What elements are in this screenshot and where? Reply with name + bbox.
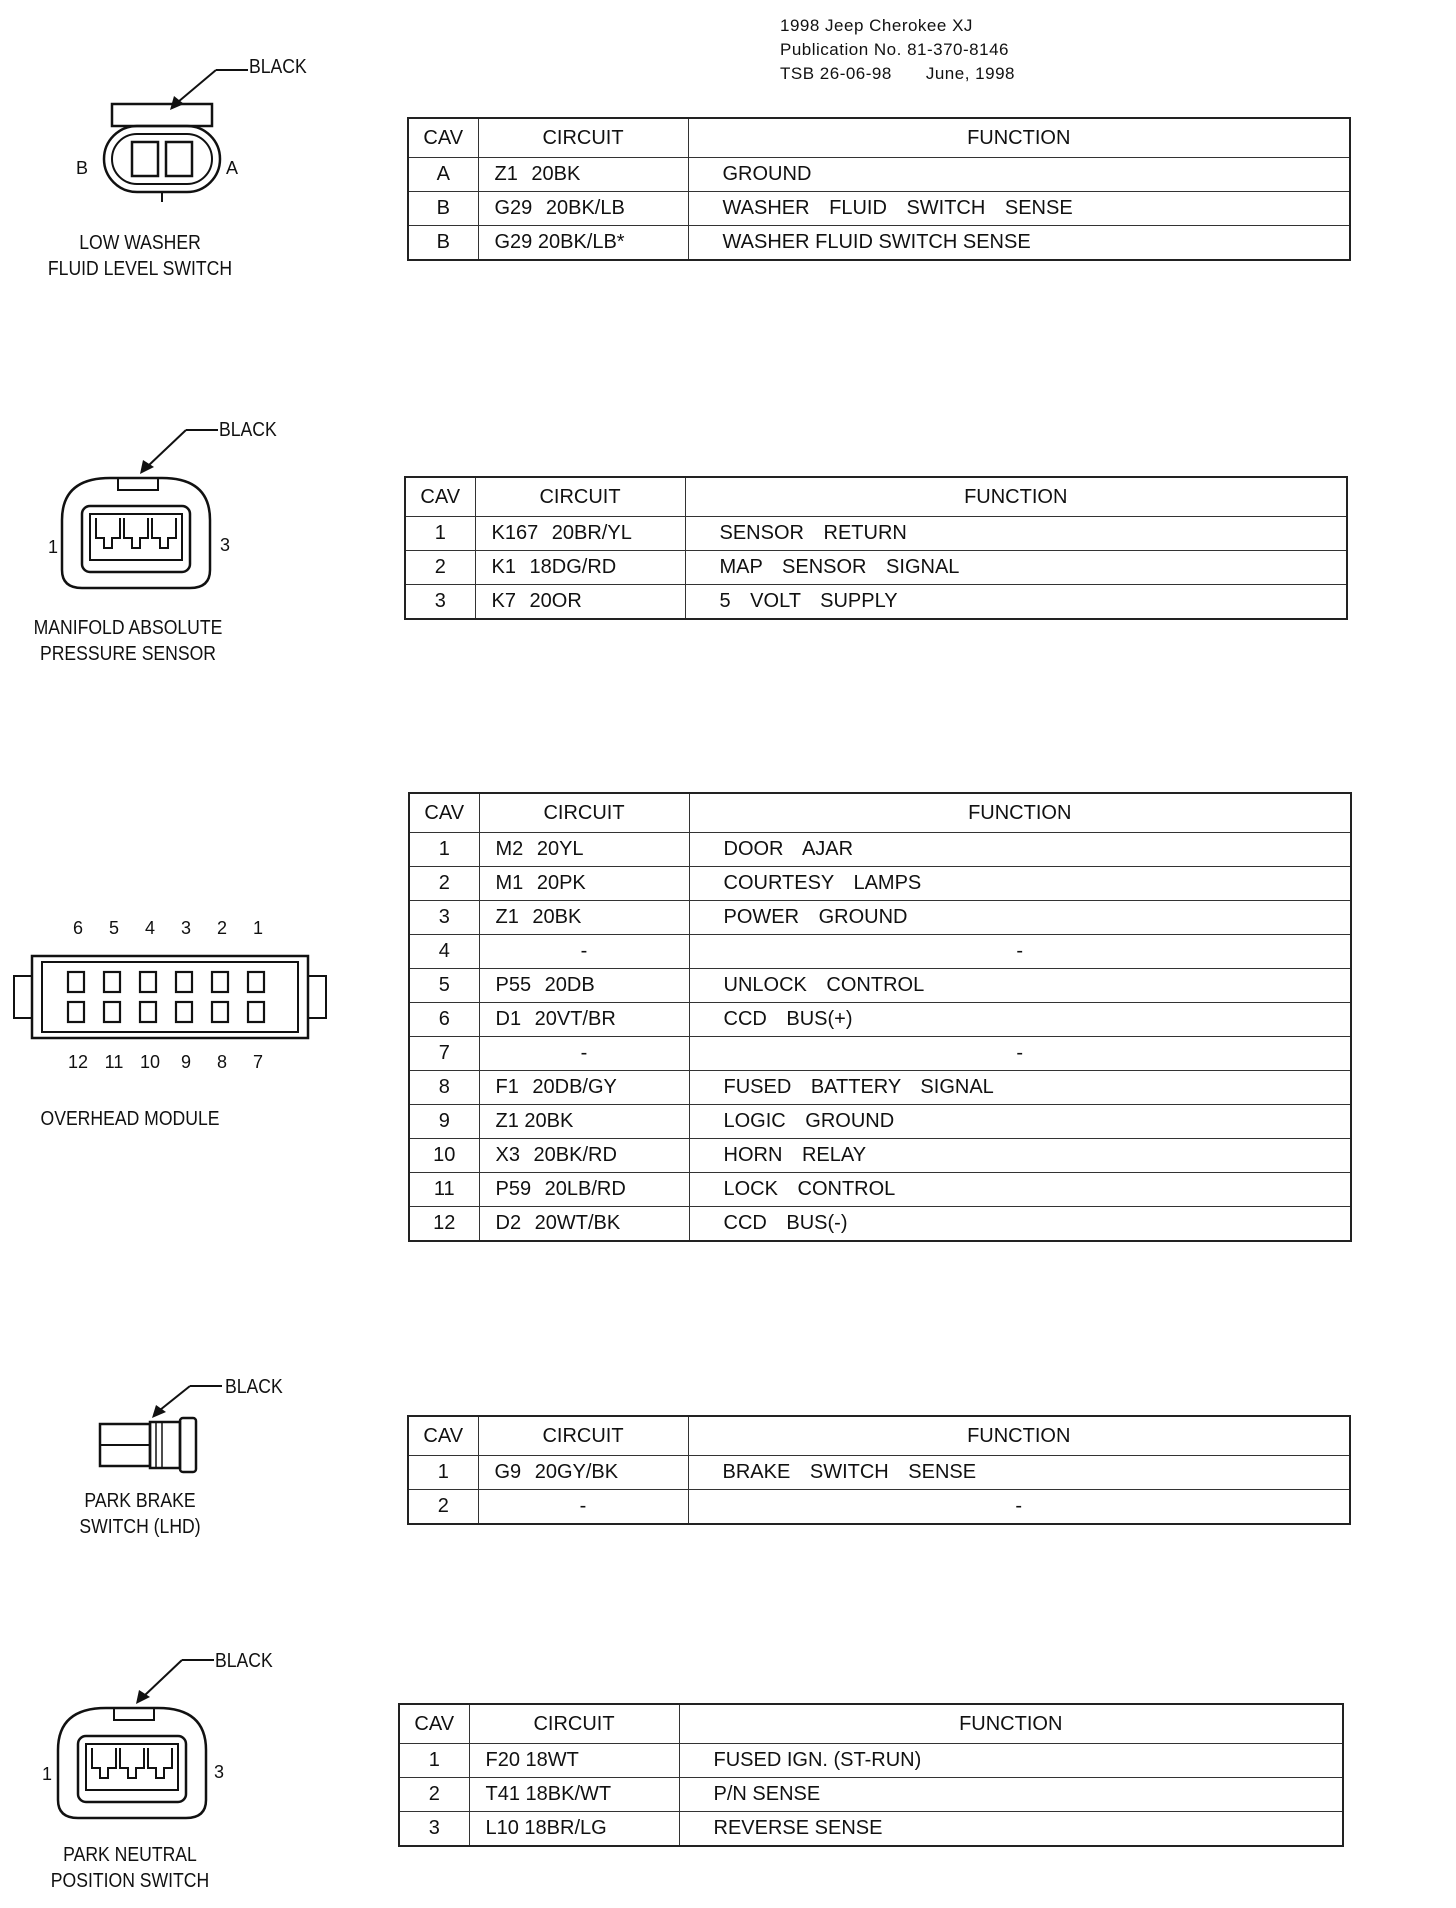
col-function: FUNCTION	[688, 1416, 1350, 1456]
cell-cav: 2	[405, 551, 475, 585]
cell-circuit: K167 20BR/YL	[475, 517, 685, 551]
cell-circuit: T41 18BK/WT	[469, 1778, 679, 1812]
park-brake-connector-drawing	[94, 1378, 234, 1478]
connector-name	[34, 230, 245, 282]
cell-circuit: F20 18WT	[469, 1744, 679, 1778]
document-header	[780, 14, 1015, 86]
cell-cav: 9	[409, 1105, 479, 1139]
table-row	[409, 1003, 1351, 1037]
col-cav: CAV	[409, 793, 479, 833]
col-function: FUNCTION	[689, 793, 1351, 833]
header-tsb: TSB 26-06-98	[780, 64, 892, 83]
table-row	[408, 1456, 1350, 1490]
table-row	[408, 158, 1350, 192]
cell-function: -	[689, 935, 1351, 969]
connector-name-line1: LOW WASHER	[79, 232, 201, 254]
pin-number: 9	[180, 1052, 191, 1072]
pin-numbers-bottom	[60, 1052, 276, 1073]
connector-icon	[70, 60, 250, 210]
overhead-module-connector-drawing	[10, 948, 330, 1044]
cell-cav: B	[408, 226, 478, 261]
pinout-table	[407, 117, 1351, 261]
connector-name	[34, 1488, 245, 1540]
cell-function: CCD BUS(-)	[689, 1207, 1351, 1242]
col-function: FUNCTION	[685, 477, 1347, 517]
table-row	[409, 1207, 1351, 1242]
cell-function: MAP SENSOR SIGNAL	[685, 551, 1347, 585]
table-header-row	[408, 118, 1350, 158]
pin-label-right: A	[226, 158, 239, 178]
table-row	[399, 1744, 1343, 1778]
pin-label-left: B	[76, 158, 89, 178]
cell-circuit: P55 20DB	[479, 969, 689, 1003]
pin-number: 12	[67, 1052, 89, 1072]
col-circuit: CIRCUIT	[478, 1416, 688, 1456]
pin-number: 11	[104, 1052, 124, 1072]
cell-circuit: K1 18DG/RD	[475, 551, 685, 585]
cell-function: FUSED IGN. (ST-RUN)	[679, 1744, 1343, 1778]
table-header-row	[408, 1416, 1350, 1456]
pin-number: 7	[252, 1052, 263, 1072]
low-washer-connector-drawing	[70, 60, 250, 210]
table-row	[405, 551, 1347, 585]
col-cav: CAV	[408, 1416, 478, 1456]
cell-function: SENSOR RETURN	[685, 517, 1347, 551]
connector-icon	[10, 948, 330, 1044]
connector-name-line1: MANIFOLD ABSOLUTE	[33, 617, 223, 639]
cell-circuit: L10 18BR/LG	[469, 1812, 679, 1847]
cell-cav: 5	[409, 969, 479, 1003]
connector-name	[24, 1106, 235, 1132]
cell-function: UNLOCK CONTROL	[689, 969, 1351, 1003]
table-row	[405, 517, 1347, 551]
color-label: BLACK	[219, 419, 277, 441]
cell-cav: 11	[409, 1173, 479, 1207]
overhead-module-pin-numbers-top	[60, 918, 276, 939]
table-row	[399, 1778, 1343, 1812]
table-header-row	[409, 793, 1351, 833]
cell-function: WASHER FLUID SWITCH SENSE	[688, 226, 1350, 261]
cell-cav: A	[408, 158, 478, 192]
pin-label-right: 3	[214, 1762, 225, 1782]
table-row	[405, 585, 1347, 620]
cell-circuit: X3 20BK/RD	[479, 1139, 689, 1173]
col-cav: CAV	[399, 1704, 469, 1744]
cell-circuit: M1 20PK	[479, 867, 689, 901]
cell-function: BRAKE SWITCH SENSE	[688, 1456, 1350, 1490]
cell-cav: 3	[405, 585, 475, 620]
cell-circuit: G29 20BK/LB	[478, 192, 688, 226]
cell-cav: 6	[409, 1003, 479, 1037]
connector-icon	[50, 420, 230, 600]
table-row	[409, 901, 1351, 935]
cell-function: 5 VOLT SUPPLY	[685, 585, 1347, 620]
col-circuit: CIRCUIT	[478, 118, 688, 158]
cell-function: -	[689, 1037, 1351, 1071]
connector-icon	[94, 1378, 234, 1478]
table-row	[409, 1139, 1351, 1173]
table-row	[409, 1071, 1351, 1105]
cell-cav: 3	[409, 901, 479, 935]
pinout-table	[408, 792, 1352, 1242]
cell-circuit: F1 20DB/GY	[479, 1071, 689, 1105]
table-row	[409, 1173, 1351, 1207]
cell-circuit: G29 20BK/LB*	[478, 226, 688, 261]
connector-name-line1: OVERHEAD MODULE	[40, 1108, 220, 1130]
col-circuit: CIRCUIT	[475, 477, 685, 517]
table-header-row	[399, 1704, 1343, 1744]
cell-circuit: D2 20WT/BK	[479, 1207, 689, 1242]
header-date: June, 1998	[925, 64, 1015, 83]
cell-function: LOCK CONTROL	[689, 1173, 1351, 1207]
cell-cav: 2	[399, 1778, 469, 1812]
pin-number: 3	[180, 918, 191, 938]
cell-function: -	[688, 1490, 1350, 1525]
cell-cav: 4	[409, 935, 479, 969]
cell-cav: 3	[399, 1812, 469, 1847]
cell-function: P/N SENSE	[679, 1778, 1343, 1812]
cell-circuit: Z1 20BK	[479, 1105, 689, 1139]
table-row	[409, 935, 1351, 969]
pinout-table	[398, 1703, 1344, 1847]
header-tsb-line	[780, 62, 1015, 86]
cell-function: LOGIC GROUND	[689, 1105, 1351, 1139]
col-function: FUNCTION	[679, 1704, 1343, 1744]
color-label: BLACK	[215, 1650, 273, 1672]
color-label: BLACK	[249, 56, 307, 78]
table-row	[408, 226, 1350, 261]
cell-cav: 12	[409, 1207, 479, 1242]
col-function: FUNCTION	[688, 118, 1350, 158]
cell-circuit: P59 20LB/RD	[479, 1173, 689, 1207]
cell-cav: 1	[409, 833, 479, 867]
cell-function: FUSED BATTERY SIGNAL	[689, 1071, 1351, 1105]
table-row	[409, 1105, 1351, 1139]
col-circuit: CIRCUIT	[469, 1704, 679, 1744]
pin-number: 1	[252, 918, 263, 938]
connector-name-line2: PRESSURE SENSOR	[39, 643, 217, 665]
table-row	[399, 1812, 1343, 1847]
cell-function: DOOR AJAR	[689, 833, 1351, 867]
pin-numbers-top	[60, 918, 276, 939]
cell-function: COURTESY LAMPS	[689, 867, 1351, 901]
cell-circuit: -	[479, 1037, 689, 1071]
connector-name-line2: POSITION SWITCH	[50, 1870, 210, 1892]
cell-cav: 2	[408, 1490, 478, 1525]
connector-icon	[46, 1650, 226, 1830]
connector-name	[22, 615, 233, 667]
cell-cav: 8	[409, 1071, 479, 1105]
color-label: BLACK	[225, 1376, 283, 1398]
pin-number: 8	[216, 1052, 227, 1072]
map-sensor-connector-drawing	[50, 420, 230, 600]
cell-function: WASHER FLUID SWITCH SENSE	[688, 192, 1350, 226]
table-row	[409, 969, 1351, 1003]
pin-number: 4	[144, 918, 155, 938]
cell-circuit: -	[479, 935, 689, 969]
overhead-module-pin-numbers-bottom	[60, 1052, 276, 1073]
header-publication: Publication No. 81-370-8146	[780, 40, 1009, 59]
cell-circuit: Z1 20BK	[478, 158, 688, 192]
header-title: 1998 Jeep Cherokee XJ	[780, 16, 973, 35]
cell-function: GROUND	[688, 158, 1350, 192]
cell-cav: 1	[405, 517, 475, 551]
cell-function: HORN RELAY	[689, 1139, 1351, 1173]
cell-cav: B	[408, 192, 478, 226]
connector-name-line1: PARK BRAKE	[84, 1490, 196, 1512]
col-circuit: CIRCUIT	[479, 793, 689, 833]
connector-name-line1: PARK NEUTRAL	[63, 1844, 197, 1866]
cell-function: CCD BUS(+)	[689, 1003, 1351, 1037]
cell-cav: 10	[409, 1139, 479, 1173]
table-row	[409, 1037, 1351, 1071]
cell-cav: 1	[399, 1744, 469, 1778]
pinout-table	[407, 1415, 1351, 1525]
cell-cav: 7	[409, 1037, 479, 1071]
connector-name-line2: FLUID LEVEL SWITCH	[47, 258, 233, 280]
pin-number: 5	[108, 918, 119, 938]
col-cav: CAV	[408, 118, 478, 158]
park-neutral-connector-drawing	[46, 1650, 226, 1830]
pin-number: 6	[72, 918, 83, 938]
cell-circuit: K7 20OR	[475, 585, 685, 620]
cell-circuit: D1 20VT/BR	[479, 1003, 689, 1037]
connector-name-line2: SWITCH (LHD)	[79, 1516, 201, 1538]
pin-number: 10	[139, 1052, 161, 1072]
cell-circuit: Z1 20BK	[479, 901, 689, 935]
pin-label-left: 1	[42, 1764, 53, 1784]
cell-cav: 2	[409, 867, 479, 901]
cell-circuit: G9 20GY/BK	[478, 1456, 688, 1490]
pinout-table	[404, 476, 1348, 620]
cell-function: POWER GROUND	[689, 901, 1351, 935]
table-row	[409, 833, 1351, 867]
cell-function: REVERSE SENSE	[679, 1812, 1343, 1847]
pin-label-left: 1	[48, 537, 59, 557]
table-header-row	[405, 477, 1347, 517]
pin-number: 2	[216, 918, 227, 938]
cell-circuit: -	[478, 1490, 688, 1525]
col-cav: CAV	[405, 477, 475, 517]
table-row	[409, 867, 1351, 901]
pin-label-right: 3	[220, 535, 231, 555]
table-row	[408, 192, 1350, 226]
cell-circuit: M2 20YL	[479, 833, 689, 867]
connector-name	[24, 1842, 235, 1894]
table-row	[408, 1490, 1350, 1525]
cell-cav: 1	[408, 1456, 478, 1490]
